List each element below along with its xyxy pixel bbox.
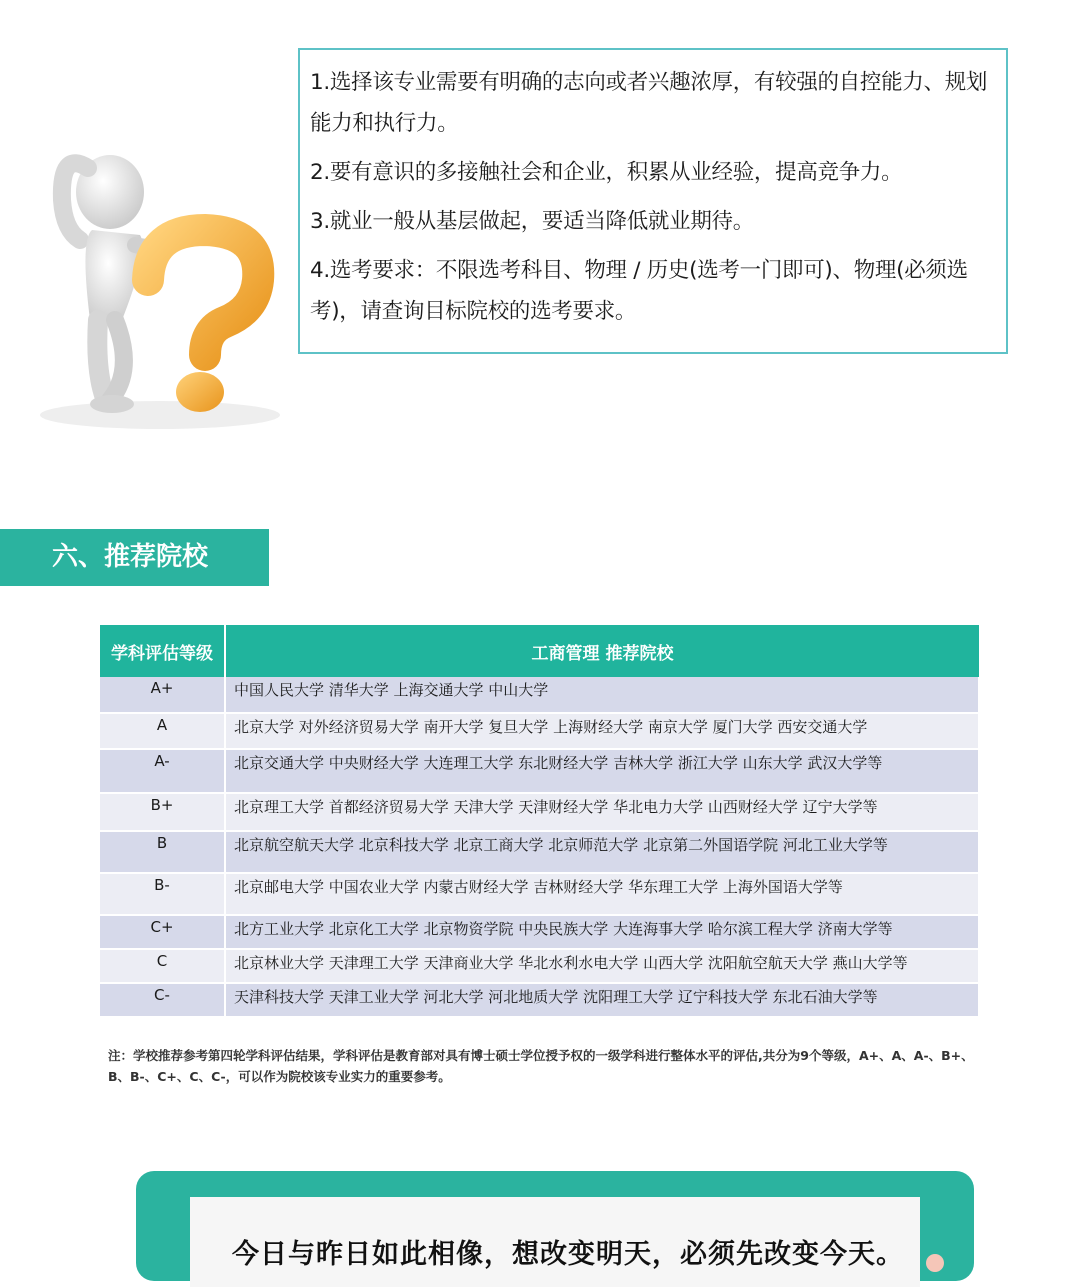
- quote-text: 今日与昨日如此相像，想改变明天，必须先改变今天。: [232, 1239, 904, 1270]
- tip-item-1: 1.选择该专业需要有明确的志向或者兴趣浓厚，有较强的自控能力、规划能力和执行力。: [310, 70, 988, 136]
- section-title: 六、推荐院校: [0, 529, 269, 586]
- table-row: [100, 873, 979, 915]
- table-row: [100, 983, 979, 1017]
- grade-cell: C: [100, 949, 225, 983]
- table-row: [100, 793, 979, 831]
- grade-cell: A+: [100, 677, 225, 713]
- schools-cell: 北京林业大学 天津理工大学 天津商业大学 华北水利水电大学 山西大学 沈阳航空航天大学 燕山大学等: [225, 949, 979, 983]
- schools-cell: 北京邮电大学 中国农业大学 内蒙古财经大学 吉林财经大学 华东理工大学 上海外国语大学等: [225, 873, 979, 915]
- tip-item-2: 2.要有意识的多接触社会和企业，积累从业经验，提高竞争力。: [310, 160, 903, 185]
- grade-cell: C+: [100, 915, 225, 949]
- grade-cell: B-: [100, 873, 225, 915]
- schools-cell: 北京交通大学 中央财经大学 大连理工大学 东北财经大学 吉林大学 浙江大学 山东大学 武汉大学等: [225, 749, 979, 793]
- tip-item-3: 3.就业一般从基层做起，要适当降低就业期待。: [310, 209, 754, 234]
- header-grade: 学科评估等级: [100, 625, 225, 677]
- schools-cell: 北京航空航天大学 北京科技大学 北京工商大学 北京师范大学 北京第二外国语学院 河北工业大学等: [225, 831, 979, 873]
- table-footnote: 注：学校推荐参考第四轮学科评估结果，学科评估是教育部对具有博士硕士学位授予权的一级学科进行整体水平的评估,共分为9个等级，A+、A、A-、B+、B、B-、C+、C、C-，可以作为院校该专业实力的重要参考。: [108, 1048, 974, 1084]
- table-row: [100, 677, 979, 713]
- schools-cell: 北京大学 对外经济贸易大学 南开大学 复旦大学 上海财经大学 南京大学 厦门大学 西安交通大学: [225, 713, 979, 749]
- header-schools: 工商管理 推荐院校: [225, 625, 979, 677]
- table-row: [100, 915, 979, 949]
- grade-cell: A-: [100, 749, 225, 793]
- grade-cell: A: [100, 713, 225, 749]
- schools-cell: 北京理工大学 首都经济贸易大学 天津大学 天津财经大学 华北电力大学 山西财经大学 辽宁大学等: [225, 793, 979, 831]
- schools-cell: 北方工业大学 北京化工大学 北京物资学院 中央民族大学 大连海事大学 哈尔滨工程大学 济南大学等: [225, 915, 979, 949]
- grade-cell: C-: [100, 983, 225, 1017]
- tip-item-4: 4.选考要求：不限选考科目、物理 / 历史(选考一门即可)、物理(必须选考)，请查询目标院校的选考要求。: [310, 258, 968, 324]
- table-header-row: [100, 625, 979, 677]
- decorative-dot-icon: [926, 1254, 944, 1272]
- grade-cell: B: [100, 831, 225, 873]
- table-row: [100, 949, 979, 983]
- grade-cell: B+: [100, 793, 225, 831]
- schools-cell: 天津科技大学 天津工业大学 河北大学 河北地质大学 沈阳理工大学 辽宁科技大学 东北石油大学等: [225, 983, 979, 1017]
- table-row: [100, 713, 979, 749]
- thinking-figure-illustration: [0, 130, 290, 440]
- table-row: [100, 749, 979, 793]
- table-row: [100, 831, 979, 873]
- schools-cell: 中国人民大学 清华大学 上海交通大学 中山大学: [225, 677, 979, 713]
- tips-box: [298, 48, 1008, 354]
- recommended-schools-table: [100, 625, 980, 1018]
